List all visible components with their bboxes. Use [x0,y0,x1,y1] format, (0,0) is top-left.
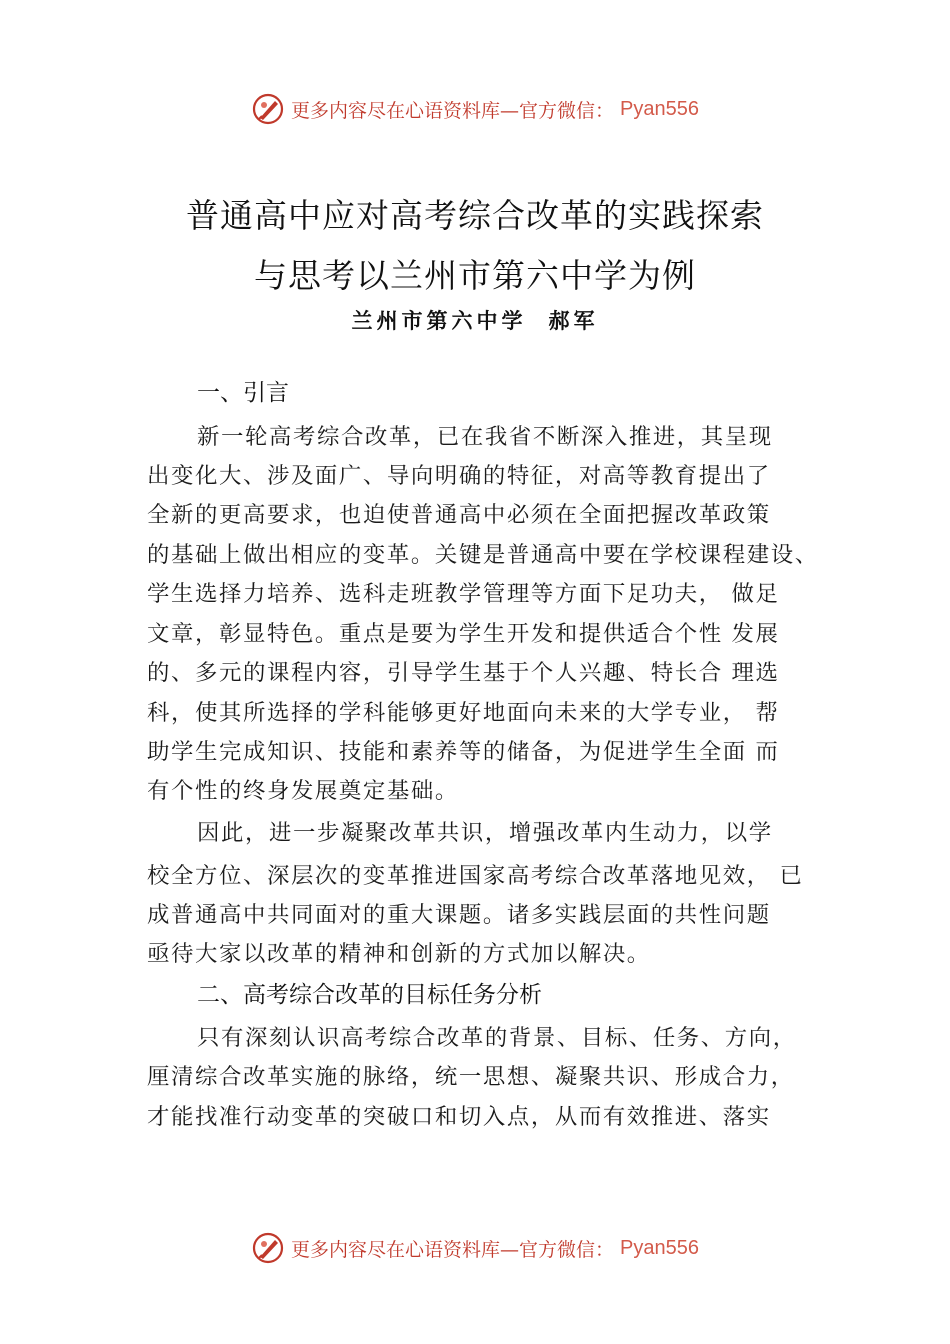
author-line [0,305,950,335]
body-line: 的基础上做出相应的变革。关键是普通高中要在学校课程建设、 [147,542,819,568]
body-line: 校全方位、深层次的变革推进国家高考综合改革落地见效， 已 [147,863,804,889]
section-heading-goals: 二、高考综合改革的目标任务分析 [197,982,542,1008]
body-line: 厘清综合改革实施的脉络，统一思想、凝聚共识、形成合力， [147,1064,795,1090]
body-line: 有个性的终身发展奠定基础。 [147,778,459,804]
body-line: 只有深刻认识高考综合改革的背景、目标、任务、方向， [197,1025,797,1051]
page-title-line-2: 与思考以兰州市第六中学为例 [254,256,696,295]
quill-logo-icon [251,92,285,126]
body-line: 才能找准行动变革的突破口和切入点，从而有效推进、落实 [147,1104,771,1130]
watermark-top [0,92,950,126]
body-line: 学生选择力培养、选科走班教学管理等方面下足功夫， 做足 [147,581,780,607]
author-name: 郝军 [548,308,599,333]
watermark-wechat-id: Pyan556 [620,97,699,120]
body-line: 全新的更高要求，也迫使普通高中必须在全面把握改革政策 [147,502,771,528]
watermark-bottom [0,1231,950,1265]
section-heading-intro: 一、引言 [197,380,289,406]
body-line: 的、多元的课程内容，引导学生基于个人兴趣、特长合 理选 [147,660,780,686]
body-line: 科，使其所选择的学科能够更好地面向未来的大学专业， 帮 [147,700,780,726]
body-line: 助学生完成知识、技能和素养等的储备，为促进学生全面 而 [147,739,780,765]
body-line: 新一轮高考综合改革，已在我省不断深入推进，其呈现 [197,424,773,450]
watermark-text: 更多内容尽在心语资料库—官方微信： [291,99,615,122]
page-title-line-1: 普通高中应对高考综合改革的实践探索 [186,196,764,235]
body-line: 出变化大、涉及面广、导向明确的特征，对高等教育提出了 [147,463,771,489]
author-school: 兰州市第六中学 [351,308,527,333]
body-line: 亟待大家以改革的精神和创新的方式加以解决。 [147,941,651,967]
body-line: 文章，彰显特色。重点是要为学生开发和提供适合个性 发展 [147,621,780,647]
watermark-wechat-id: Pyan556 [620,1236,699,1259]
watermark-text: 更多内容尽在心语资料库—官方微信： [291,1238,615,1261]
body-line: 因此，进一步凝聚改革共识，增强改革内生动力，以学 [197,820,773,846]
body-line: 成普通高中共同面对的重大课题。诸多实践层面的共性问题 [147,902,771,928]
quill-logo-icon [251,1231,285,1265]
